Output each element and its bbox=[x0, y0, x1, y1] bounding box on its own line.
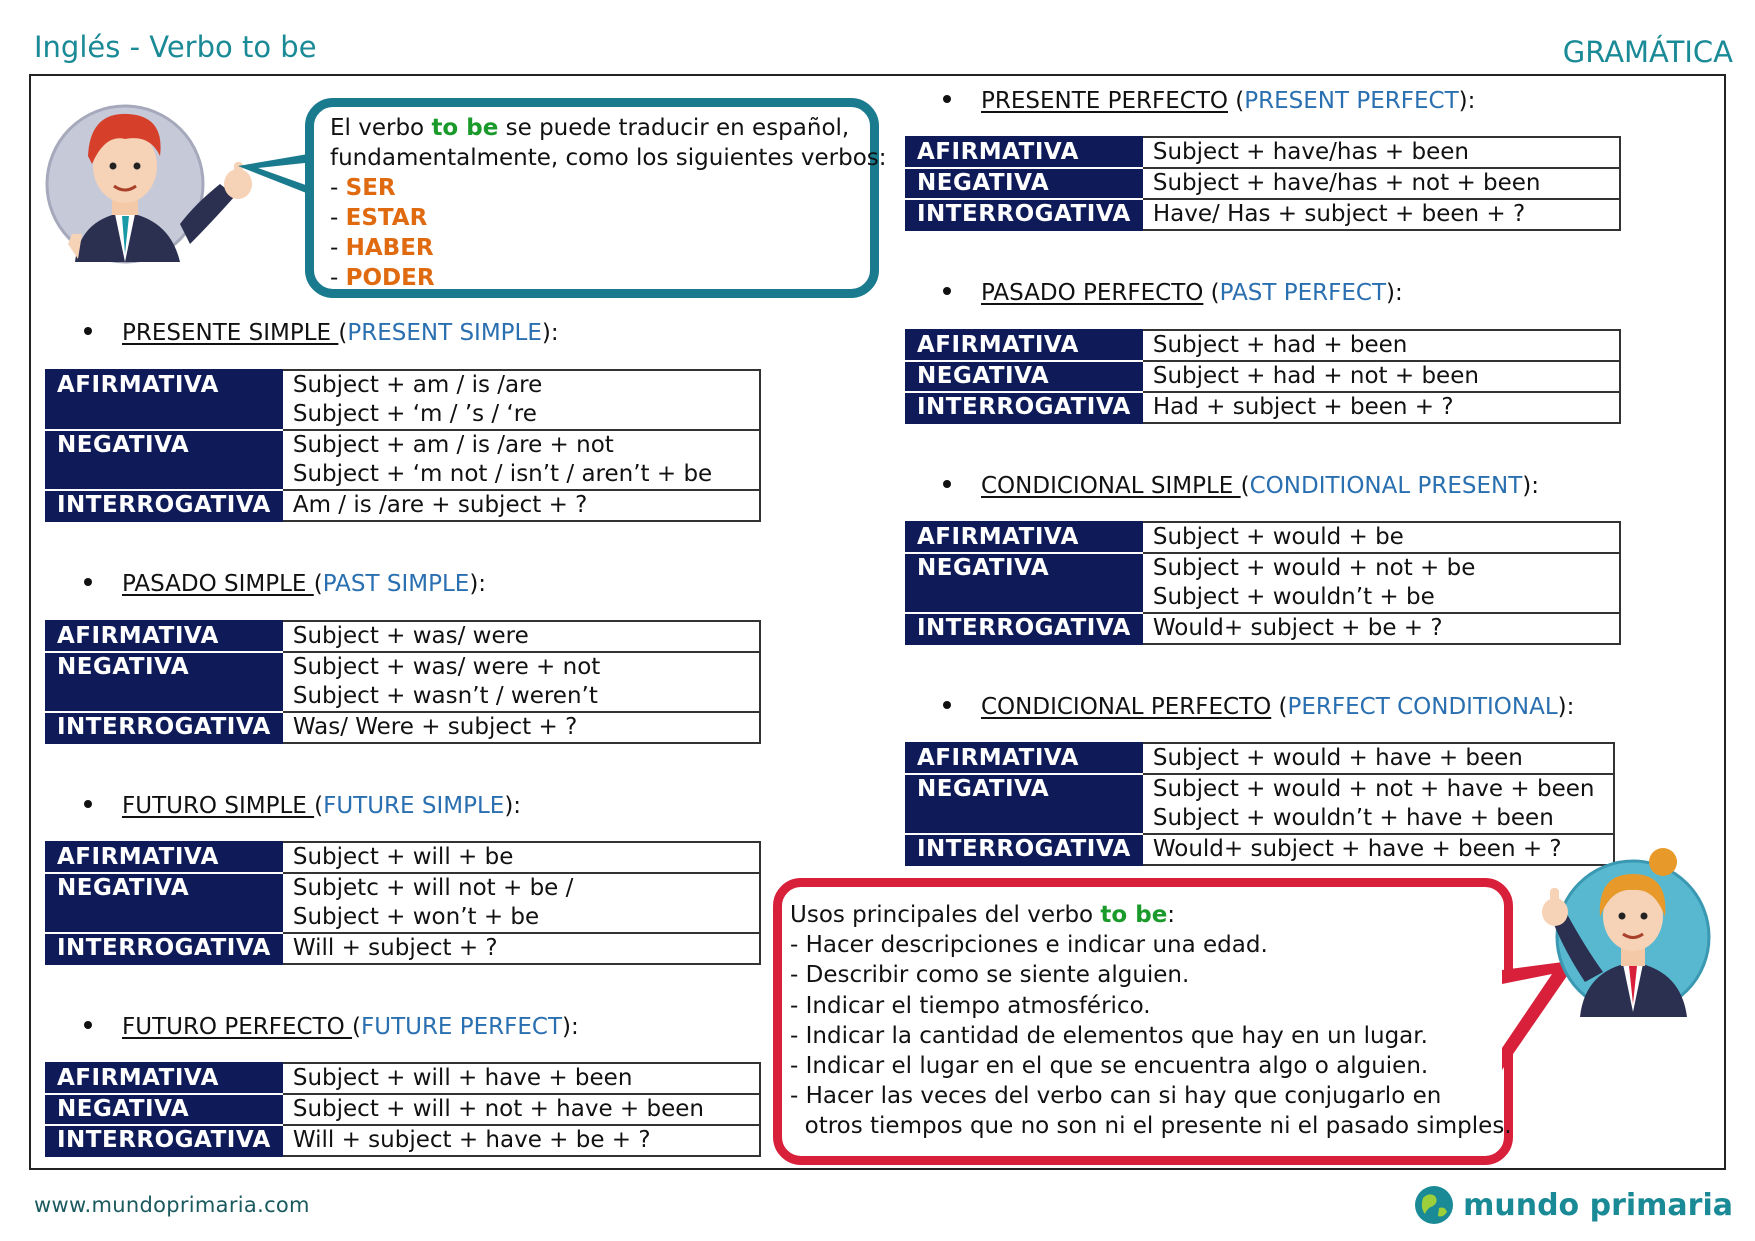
verb-ser: SER bbox=[345, 175, 396, 201]
verb-haber: HABER bbox=[345, 235, 434, 261]
bullet-icon bbox=[943, 701, 951, 709]
to-be-highlight: to be bbox=[1100, 902, 1168, 928]
cell-negativa: Subject + would + not + be Subject + wouldn’t + be bbox=[1142, 553, 1620, 613]
bullet-icon bbox=[84, 578, 92, 586]
dash: - bbox=[330, 175, 346, 201]
dash: - bbox=[330, 235, 346, 261]
uses-item: - Hacer descripciones e indicar una edad. bbox=[790, 932, 1268, 959]
verb-poder: PODER bbox=[345, 265, 435, 291]
table-pasado-perfecto bbox=[905, 329, 1621, 424]
cell-interrogativa: Am / is /are + subject + ? bbox=[282, 490, 760, 521]
label-interrogativa: INTERROGATIVA bbox=[906, 392, 1142, 423]
cell-interrogativa: Would+ subject + have + been + ? bbox=[1142, 834, 1614, 865]
label-interrogativa: INTERROGATIVA bbox=[906, 199, 1142, 230]
heading-condicional-simple: CONDICIONAL SIMPLE (CONDITIONAL PRESENT): bbox=[943, 473, 1539, 499]
cell-negativa: Subject + was/ were + not Subject + wasn’t / weren’t bbox=[282, 652, 760, 712]
label-negativa: NEGATIVA bbox=[46, 1094, 282, 1125]
label-afirmativa: AFIRMATIVA bbox=[46, 842, 282, 873]
label-negativa: NEGATIVA bbox=[46, 430, 282, 490]
cell-negativa: Subjetc + will not + be / Subject + won’t + be bbox=[282, 873, 760, 933]
bullet-icon bbox=[84, 327, 92, 335]
label-afirmativa: AFIRMATIVA bbox=[46, 370, 282, 430]
uses-item: - Indicar la cantidad de elementos que hay en un lugar. bbox=[790, 1022, 1428, 1049]
table-futuro-simple bbox=[45, 841, 761, 965]
uses-title-before: Usos principales del verbo bbox=[790, 902, 1101, 928]
label-negativa: NEGATIVA bbox=[906, 774, 1142, 834]
uses-item: - Hacer las veces del verbo can si hay que conjugarlo en bbox=[790, 1083, 1442, 1110]
uses-bubble-text bbox=[790, 900, 1512, 1142]
heading-presente-perfecto: PRESENTE PERFECTO (PRESENT PERFECT): bbox=[943, 88, 1475, 114]
table-condicional-simple bbox=[905, 521, 1621, 645]
label-afirmativa: AFIRMATIVA bbox=[906, 137, 1142, 168]
cell-negativa: Subject + will + not + have + been bbox=[282, 1094, 760, 1125]
intro-bubble-text bbox=[330, 113, 887, 293]
mundo-primaria-logo[interactable] bbox=[1413, 1183, 1733, 1227]
cell-afirmativa: Subject + would + have + been bbox=[1142, 743, 1614, 774]
label-interrogativa: INTERROGATIVA bbox=[46, 490, 282, 521]
cell-negativa: Subject + have/has + not + been bbox=[1142, 168, 1620, 199]
bullet-icon bbox=[943, 287, 951, 295]
cell-afirmativa: Subject + will + be bbox=[282, 842, 760, 873]
label-afirmativa: AFIRMATIVA bbox=[46, 1063, 282, 1094]
dash: - bbox=[330, 205, 346, 231]
heading-condicional-perfecto: CONDICIONAL PERFECTO (PERFECT CONDITIONAL): bbox=[943, 694, 1574, 720]
bullet-icon bbox=[84, 1021, 92, 1029]
label-interrogativa: INTERROGATIVA bbox=[46, 1125, 282, 1156]
label-negativa: NEGATIVA bbox=[46, 652, 282, 712]
label-negativa: NEGATIVA bbox=[906, 361, 1142, 392]
heading-futuro-simple: FUTURO SIMPLE (FUTURE SIMPLE): bbox=[84, 793, 521, 819]
cell-afirmativa: Subject + will + have + been bbox=[282, 1063, 760, 1094]
cell-interrogativa: Had + subject + been + ? bbox=[1142, 392, 1620, 423]
verb-estar: ESTAR bbox=[345, 205, 428, 231]
label-afirmativa: AFIRMATIVA bbox=[906, 330, 1142, 361]
label-negativa: NEGATIVA bbox=[906, 168, 1142, 199]
table-pasado-simple bbox=[45, 620, 761, 744]
label-afirmativa: AFIRMATIVA bbox=[46, 621, 282, 652]
footer-website-link[interactable]: www.mundoprimaria.com bbox=[34, 1193, 310, 1217]
bullet-icon bbox=[943, 480, 951, 488]
uses-title-after: : bbox=[1167, 902, 1176, 928]
intro-line1-before: El verbo bbox=[330, 115, 432, 141]
intro-line2: fundamentalmente, como los siguientes verbos: bbox=[330, 145, 887, 171]
label-interrogativa: INTERROGATIVA bbox=[46, 933, 282, 964]
globe-logo-icon bbox=[1413, 1184, 1455, 1226]
bullet-icon bbox=[84, 800, 92, 808]
intro-line1-after: se puede traducir en español, bbox=[498, 115, 850, 141]
bullet-icon bbox=[943, 95, 951, 103]
uses-item: - Indicar el lugar en el que se encuentra algo o alguien. bbox=[790, 1053, 1429, 1080]
cell-interrogativa: Have/ Has + subject + been + ? bbox=[1142, 199, 1620, 230]
heading-pasado-perfecto: PASADO PERFECTO (PAST PERFECT): bbox=[943, 280, 1403, 306]
label-interrogativa: INTERROGATIVA bbox=[906, 834, 1142, 865]
label-negativa: NEGATIVA bbox=[46, 873, 282, 933]
cell-negativa: Subject + would + not + have + been Subject + wouldn’t + have + been bbox=[1142, 774, 1614, 834]
heading-pasado-simple: PASADO SIMPLE (PAST SIMPLE): bbox=[84, 571, 486, 597]
cell-afirmativa: Subject + have/has + been bbox=[1142, 137, 1620, 168]
to-be-highlight: to be bbox=[431, 115, 499, 141]
cell-interrogativa: Will + subject + ? bbox=[282, 933, 760, 964]
category-label: GRAMÁTICA bbox=[1562, 35, 1733, 69]
uses-item: - Indicar el tiempo atmosférico. bbox=[790, 992, 1151, 1019]
cell-interrogativa: Was/ Were + subject + ? bbox=[282, 712, 760, 743]
cell-afirmativa: Subject + would + be bbox=[1142, 522, 1620, 553]
cell-afirmativa: Subject + am / is /are Subject + ‘m / ’s / ‘re bbox=[282, 370, 760, 430]
label-interrogativa: INTERROGATIVA bbox=[46, 712, 282, 743]
table-presente-perfecto bbox=[905, 136, 1621, 231]
cell-negativa: Subject + had + not + been bbox=[1142, 361, 1620, 392]
label-interrogativa: INTERROGATIVA bbox=[906, 613, 1142, 644]
speech-bubble-tail-teal bbox=[236, 148, 316, 208]
heading-presente-simple: PRESENTE SIMPLE (PRESENT SIMPLE): bbox=[84, 320, 559, 346]
girl-teacher-avatar bbox=[1505, 822, 1725, 1032]
table-futuro-perfecto bbox=[45, 1062, 761, 1157]
table-presente-simple bbox=[45, 369, 761, 522]
label-negativa: NEGATIVA bbox=[906, 553, 1142, 613]
label-afirmativa: AFIRMATIVA bbox=[906, 522, 1142, 553]
uses-item: otros tiempos que no son ni el presente ni el pasado simples. bbox=[790, 1113, 1512, 1140]
logo-text: mundo primaria bbox=[1463, 1187, 1733, 1223]
heading-futuro-perfecto: FUTURO PERFECTO (FUTURE PERFECT): bbox=[84, 1014, 579, 1040]
dash: - bbox=[330, 265, 346, 291]
cell-negativa: Subject + am / is /are + not Subject + ‘m not / isn’t / aren’t + be bbox=[282, 430, 760, 490]
cell-interrogativa: Will + subject + have + be + ? bbox=[282, 1125, 760, 1156]
uses-item: - Describir como se siente alguien. bbox=[790, 962, 1190, 989]
label-afirmativa: AFIRMATIVA bbox=[906, 743, 1142, 774]
cell-afirmativa: Subject + was/ were bbox=[282, 621, 760, 652]
page-title: Inglés - Verbo to be bbox=[34, 30, 317, 64]
cell-afirmativa: Subject + had + been bbox=[1142, 330, 1620, 361]
cell-interrogativa: Would+ subject + be + ? bbox=[1142, 613, 1620, 644]
